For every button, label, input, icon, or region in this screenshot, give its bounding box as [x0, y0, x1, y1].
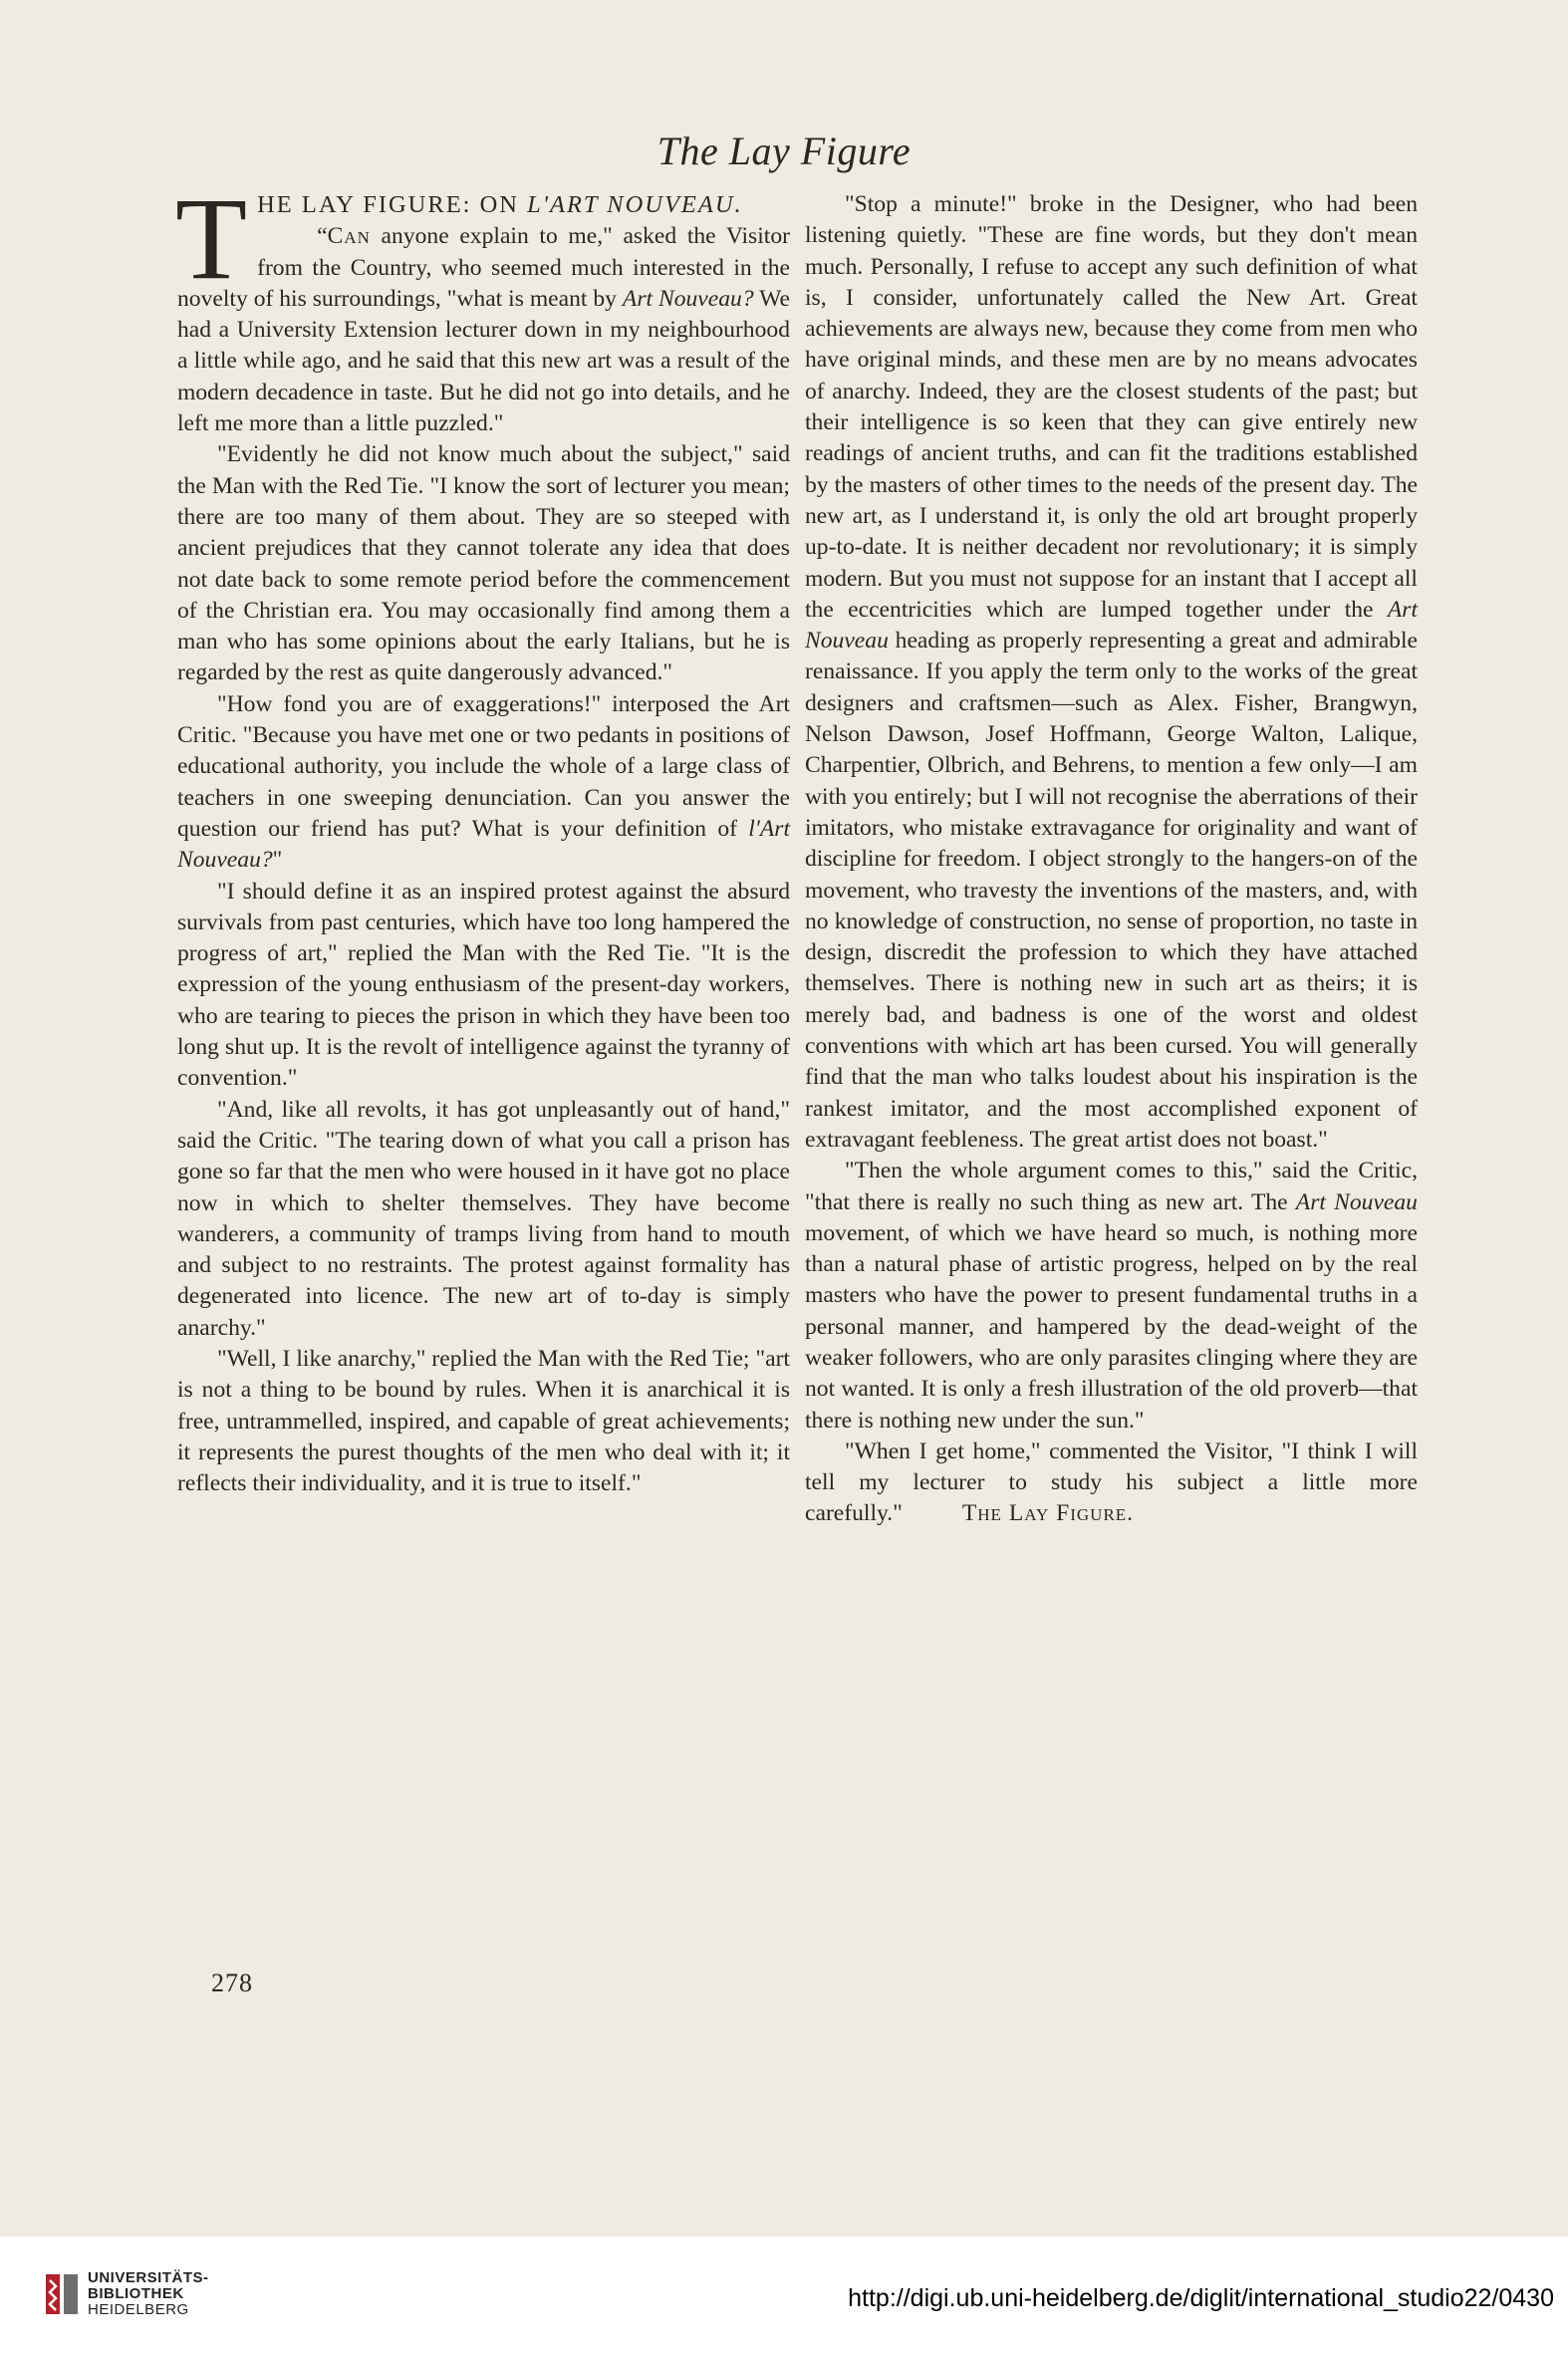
paragraph-text: "When I get home," commented the Visitor, "I think I will tell my lecturer to study his subject a little more carefully."	[805, 1438, 1418, 1527]
headline-italic: L'ART NOUVEAU.	[527, 191, 743, 218]
italic-term: l'Art Nouveau?	[177, 815, 790, 874]
drop-cap: T	[175, 173, 248, 304]
paragraph-text: anyone explain to me," asked the Visitor from the Country, who seemed much interested in the novelty of his surroundings, "what is meant by	[177, 223, 790, 312]
italic-term: Art Nouveau	[1295, 1188, 1418, 1215]
footer-bar	[0, 2236, 1568, 2358]
library-logo-icon	[44, 2272, 80, 2316]
library-line: HEIDELBERG	[88, 2301, 189, 2318]
signature: The Lay Figure.	[961, 1500, 1135, 1527]
source-url-link[interactable]: http://digi.ub.uni-heidelberg.de/diglit/international_studio22/0430	[848, 2284, 1554, 2312]
paragraph-text: "Stop a minute!" broke in the Designer, who had been listening quietly. "These are fine words, but they don't mean much. Personally, I refuse to accept any such definition of what is, I consider, unfortunately called the New Art. Great achievements are always new, because they come from men who have original minds, and these men are by no means advocates of anarchy. Indeed, they are the closest students of the past; but their intelligence is so keen that they can give entirely new readings of ancient truths, and can fit the traditions established by the masters of other times to the needs of the present day. The new art, as I understand it, is only the old art brought properly up-to-date. It is neither decadent nor revolutionary; it is simply modern. But you must not suppose for an instant that I accept all the eccentricities which are lumped together under the	[805, 191, 1418, 623]
running-head: The Lay Figure	[656, 129, 912, 173]
library-line: BIBLIOTHEK	[88, 2285, 184, 2302]
paragraph-red-tie-reply: "Evidently he did not know much about the subject," said the Man with the Red Tie. "I know the sort of lecturer you mean; there are too many of them about. They are so steeped with ancient prejudices that they cannot tolerate any idea that does not date back to some remote period before the commencement of the Christian era. You may occasionally find among them a man who has some opinions about the early Italians, but he is regarded by the rest as quite dangerously advanced."	[177, 441, 790, 686]
library-name	[88, 2270, 209, 2318]
paragraph-text: "How fond you are of exaggerations!" interposed the Art Critic. "Because you have met one or two pedants in positions of educational authority, you include the whole of a large class of teachers in one sweeping denunciation. Can you answer the question our friend has put? What is your definition of	[177, 690, 790, 842]
paragraph-critic-interpose	[177, 689, 790, 877]
paragraph-text: movement, of which we have heard so much, is nothing more than a natural phase of artistic progress, helped on by the real masters who have the power to present fundamental truths in a personal manner, and hampered by the dead-weight of the weaker followers, who are only parasites clinging where they are not wanted. It is only a fresh illustration of the old proverb—that there is nothing new under the sun."	[805, 1219, 1418, 1434]
small-caps-lead: Can	[327, 223, 371, 250]
italic-term: Art Nouveau?	[622, 285, 754, 312]
paragraph-critic-conclusion	[805, 1156, 1418, 1437]
paragraph-anarchy: "Well, I like anarchy," replied the Man with the Red Tie; "art is not a thing to be bound by rules. When it is anarchical it is free, untrammelled, inspired, and capable of great achievements; it represents the purest thoughts of the men who deal with it; it reflects their individuality, and it is true to itself."	[177, 1345, 790, 1497]
paragraph-text: heading as properly representing a great and admirable renaissance. If you apply the term only to the works of the great designers and craftsmen—such as Alex. Fisher, Brangwyn, Nelson Dawson, Josef Hoffmann, George Walton, Lalique, Charpentier, Olbrich, and Behrens, to mention a few only—I am with you entirely; but I will not recognise the aberrations of their imitators, who mistake extravagance for originality and want of discipline for freedom. I object strongly to the hangers-on of the movement, who travesty the inventions of the masters, and, with no knowledge of construction, no sense of proportion, no taste in design, discredit the profession to which they have attached themselves. There is nothing new in such art as theirs; it is merely bad, and badness is one of the worst and oldest conventions with which art has been cursed. You will generally find that the man who talks loudest about his inspiration is the rankest imitator, and the most accomplished exponent of extravagant feebleness. The great artist does not boast."	[805, 628, 1418, 1153]
library-line: UNIVERSITÄTS-	[88, 2269, 209, 2286]
paragraph-visitor-final	[805, 1437, 1418, 1530]
paragraph-text: We had a University Extension lecturer down in my neighbourhood a little while ago, and he said that this new art was a result of the modern decadence in taste. But he did not go into details, and he left me more than a little puzzled."	[177, 285, 791, 437]
paragraph-text: "	[272, 847, 283, 874]
paragraph-critic-revolts: "And, like all revolts, it has got unpleasantly out of hand," said the Critic. "The tearing down of what you call a prison has gone so far that the men who were housed in it have got no place now in which to shelter themselves. They have become wanderers, a community of tramps living from hand to mouth and subject to no restraints. The protest against formality has degenerated into licence. The new art of to-day is simply anarchy."	[177, 1096, 790, 1341]
italic-term: Art Nouveau	[805, 596, 1418, 655]
article-column-right	[805, 189, 1418, 1530]
paragraph-designer	[805, 189, 1418, 1156]
headline-part: HE LAY FIGURE: ON	[257, 191, 528, 218]
article-column-left	[175, 173, 791, 1499]
page-number: 278	[211, 1968, 253, 1997]
paragraph-red-tie-definition: "I should define it as an inspired protest against the absurd survivals from past centuries, which have too long hampered the progress of art," replied the Man with the Red Tie. "It is the expression of the young enthusiasm of the present-day workers, who are tearing to pieces the prison in which they have been too long shut up. It is the revolt of intelligence against the tyranny of convention."	[177, 878, 790, 1092]
paragraph-visitor-question: “Can anyone explain to me," asked the Visitor from the Country, who seemed much interested in the novelty of his surroundings, "what is meant by Art Nouveau? We had a University Extension lecturer down in my neighbourhood a little while ago, and he said that this new art was a result of the modern decadence in taste. But he did not go into details, and he left me more than a little puzzled."	[177, 223, 791, 437]
headline-text	[257, 191, 743, 218]
paragraph-text: "Then the whole argument comes to this," said the Critic, "that there is really no such thing as new art. The	[805, 1158, 1418, 1215]
